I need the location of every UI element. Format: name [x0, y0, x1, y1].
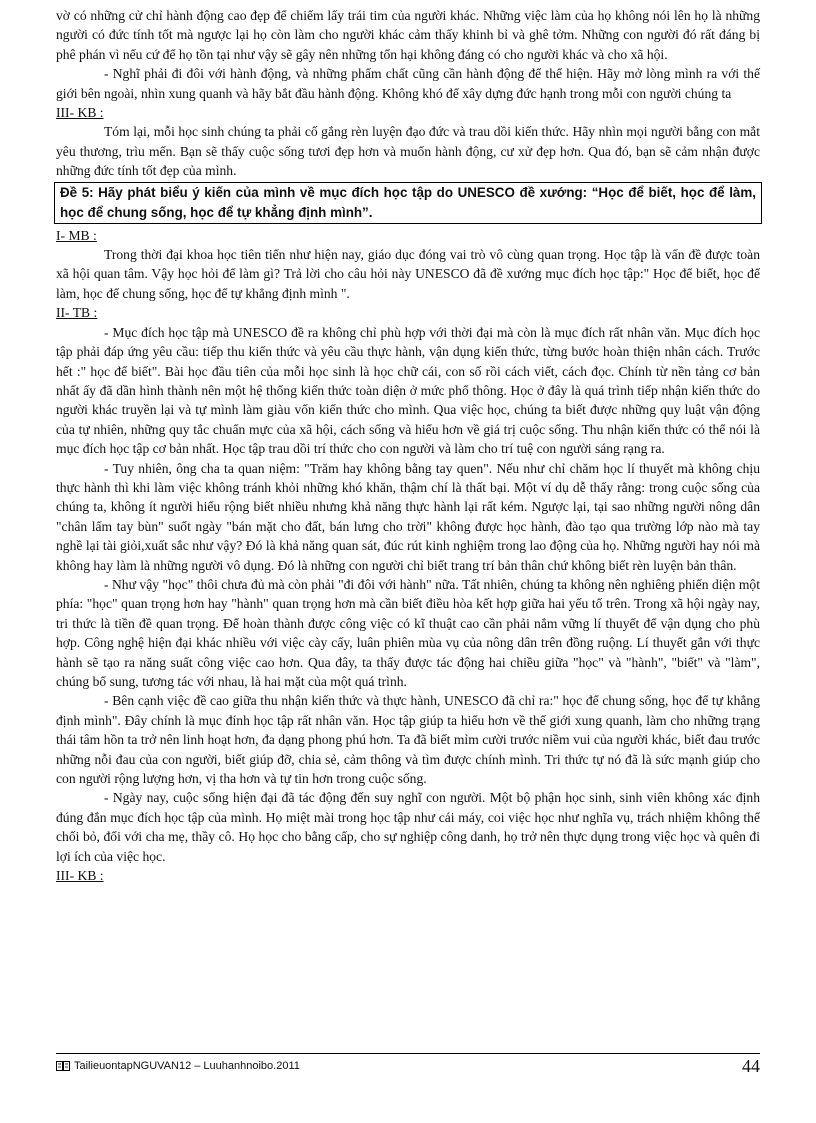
paragraph: - Mục đích học tập mà UNESCO đề ra không chỉ phù hợp với thời đại mà còn là mục đích rất nhân văn. Mục đích học tập phải đáp ứng yêu cầu: tiếp thu kiến thức và yêu cầu thực hành, vận dụng kiến thức, từng bước hoàn thiện nhân cách. Trước hết :" học để biết". Bài học đầu tiên của mỗi học sinh là học chữ cái, con số rồi cách viết, cách đọc. Chính từ nền tảng cơ bản nhất ấy đã dần hình thành nên một hệ thống kiến thức toàn diện ở mức phổ thông. Học ở đây là quá trình tiếp nhận kiến thức do người khác truyền lại và tự mình làm giàu vốn kiến thức cho mình. Qua việc học, chúng ta biết được những quy luật vận động của tự nhiên, những quy tắc chuẩn mực của xã hội, cách sống và hiểu hơn về giá trị cuộc sống. Thu nhận kiến thức có thể nói là mục đích học tập cơ bản nhất. Học tập trau dồi trí thức cho con người và làm cho trí tuệ con người sáng rạng ra. [56, 324, 760, 457]
footer-source [56, 1060, 300, 1072]
page-footer [56, 1053, 760, 1076]
paragraph: - Như vậy "học" thôi chưa đủ mà còn phải "đi đôi với hành" nữa. Tất nhiên, chúng ta không nên nghiêng phiến diện một phía: "học" quan trọng hơn hay "hành" quan trọng hơn mà cần biết điều hòa kết hợp giữa hai yếu tố trên. Trong xã hội ngày nay, tri thức là tiền đề quan trọng. Để hoàn thành được công việc có kĩ thuật cao cần phải nắm vững lí thuyết để vận dụng cho phù hợp. Công nghệ hiện đại khác nhiều với việc cày cấy, luân phiên mùa vụ của nông dân trên đồng ruộng. Lí thuyết gắn với thực hành sẽ tạo ra năng suất công việc cao hơn. Qua đây, ta thấy được tác động hai chiều giữa "học" và "hành", "biết" và "làm", chúng bổ sung, tương tác với nhau, là hai mặt của một quá trình. [56, 576, 760, 689]
section-heading-mb: I- MB : [56, 227, 97, 243]
paragraph: Trong thời đại khoa học tiên tiến như hiện nay, giáo dục đóng vai trò vô cùng quan trọng. Học tập là vấn đề được toàn xã hội quan tâm. Vậy học hỏi để làm gì? Trả lời cho câu hỏi này UNESCO đã đề xướng mục đích học tập:" Học để biết, học để làm, học để chung sống, học để tự khẳng định mình ". [56, 247, 760, 301]
paragraph: Tóm lại, mỗi học sinh chúng ta phải cố gắng rèn luyện đạo đức và trau dồi kiến thức. Hãy nhìn mọi người bằng con mắt yêu thương, trìu mến. Bạn sẽ thấy cuộc sống tươi đẹp hơn và muốn hành động, cư xử đẹp hơn. Qua đó, bạn sẽ cảm nhận được những đức tính tốt đẹp của mình. [56, 124, 760, 179]
topic-box: Đề 5: Hãy phát biểu ý kiến của mình về mục đích học tập do UNESCO đề xướng: “Học để biết, học để làm, học để chung sống, học để tự khẳng định mình”. [54, 182, 762, 224]
paragraph: - Bên cạnh việc đề cao giữa thu nhận kiến thức và thực hành, UNESCO đã chỉ ra:" học để chung sống, học để tự khẳng định mình". Đây chính là mục đính học tập rất nhân văn. Học tập giúp ta hiểu hơn về thế giới xung quanh, làm cho những trạng thái tâm hồn ta trở nên linh hoạt hơn, đa dạng phong phú hơn. Ta đã biết mỉm cười trước niềm vui của người khác, biết đau trước những nỗi đau của con người, biết giúp đỡ, chia sẻ, cảm thông và tìm được chính mình. Tri thức tự nó đã là sức mạnh giúp cho con người rộng lượng hơn, vị tha hơn và tự tin hơn trong cuộc sống. [56, 693, 760, 787]
paragraph: - Nghĩ phải đi đôi với hành động, và những phẩm chất cũng cần hành động để thể hiện. Hãy mở lòng mình ra với thế giới bên ngoài, nhìn xung quanh và hãy bắt đầu hành động. Không khó để xây dựng đức hạnh trong mỗi con người chúng ta [56, 66, 760, 101]
document-page [56, 6, 760, 885]
paragraph: vờ có những cử chỉ hành động cao đẹp để chiếm lấy trái tim của người khác. Những việc làm của họ không nói lên họ là những người có đức tính tốt mà ngược lại họ còn làm cho người khác cảm thấy khinh bỉ và ghê tởm. Những con người đó rất đáng bị phê phán vì nếu cứ để họ tồn tại như vậy sẽ gây nên những tổn hại không đáng có cho người khác và cho xã hội. [56, 8, 760, 62]
section-heading-kb: III- KB : [56, 868, 104, 884]
section-heading-kb: III- KB : [56, 105, 104, 121]
section-heading-tb: II- TB : [56, 305, 98, 321]
book-icon [56, 1061, 70, 1071]
footer-source-text: TailieuontapNGUVAN12 – Luuhanhnoibo.2011 [74, 1060, 300, 1072]
page-number: 44 [742, 1056, 760, 1076]
paragraph: - Tuy nhiên, ông cha ta quan niệm: "Trăm hay không bằng tay quen". Nếu như chỉ chăm học lí thuyết mà không chịu thực hành thì khi làm việc không tránh khỏi những khó khăn, thậm chí là thất bại. Một ví dụ dễ thấy rằng: trong cuộc sống của chúng ta, không ít người hiểu rộng biết nhiều nhưng khả năng thực hành lại rất kém. Ngược lại, tại sao những người nông dân "chân lấm tay bùn" suốt ngày "bán mặt cho đất, bán lưng cho trời" không được học hành, đào tạo qua trường lớp nào mà tay nghề lại tài giỏi,xuất sắc như vậy? Đó là khả năng quan sát, đúc rút kinh nghiệm trong lao động của họ. Những người hay nói mà không hay làm là những người vô dụng. Đó là những con người chỉ biết trang trí bản thân chứ không biết rèn luyện bản thân. [56, 460, 760, 573]
paragraph: - Ngày nay, cuộc sống hiện đại đã tác động đến suy nghĩ con người. Một bộ phận học sinh, sinh viên không xác định đúng đắn mục đích học tập của mình. Họ miệt mài trong học tập như cái máy, coi việc học như nghĩa vụ, trách nhiệm không thể chối bỏ, đối với cha mẹ, thầy cô. Họ học cho bằng cấp, cho sự nghiệp công danh, họ trở nên thực dụng trong việc học và quên đi lợi ích của việc học. [56, 790, 760, 864]
